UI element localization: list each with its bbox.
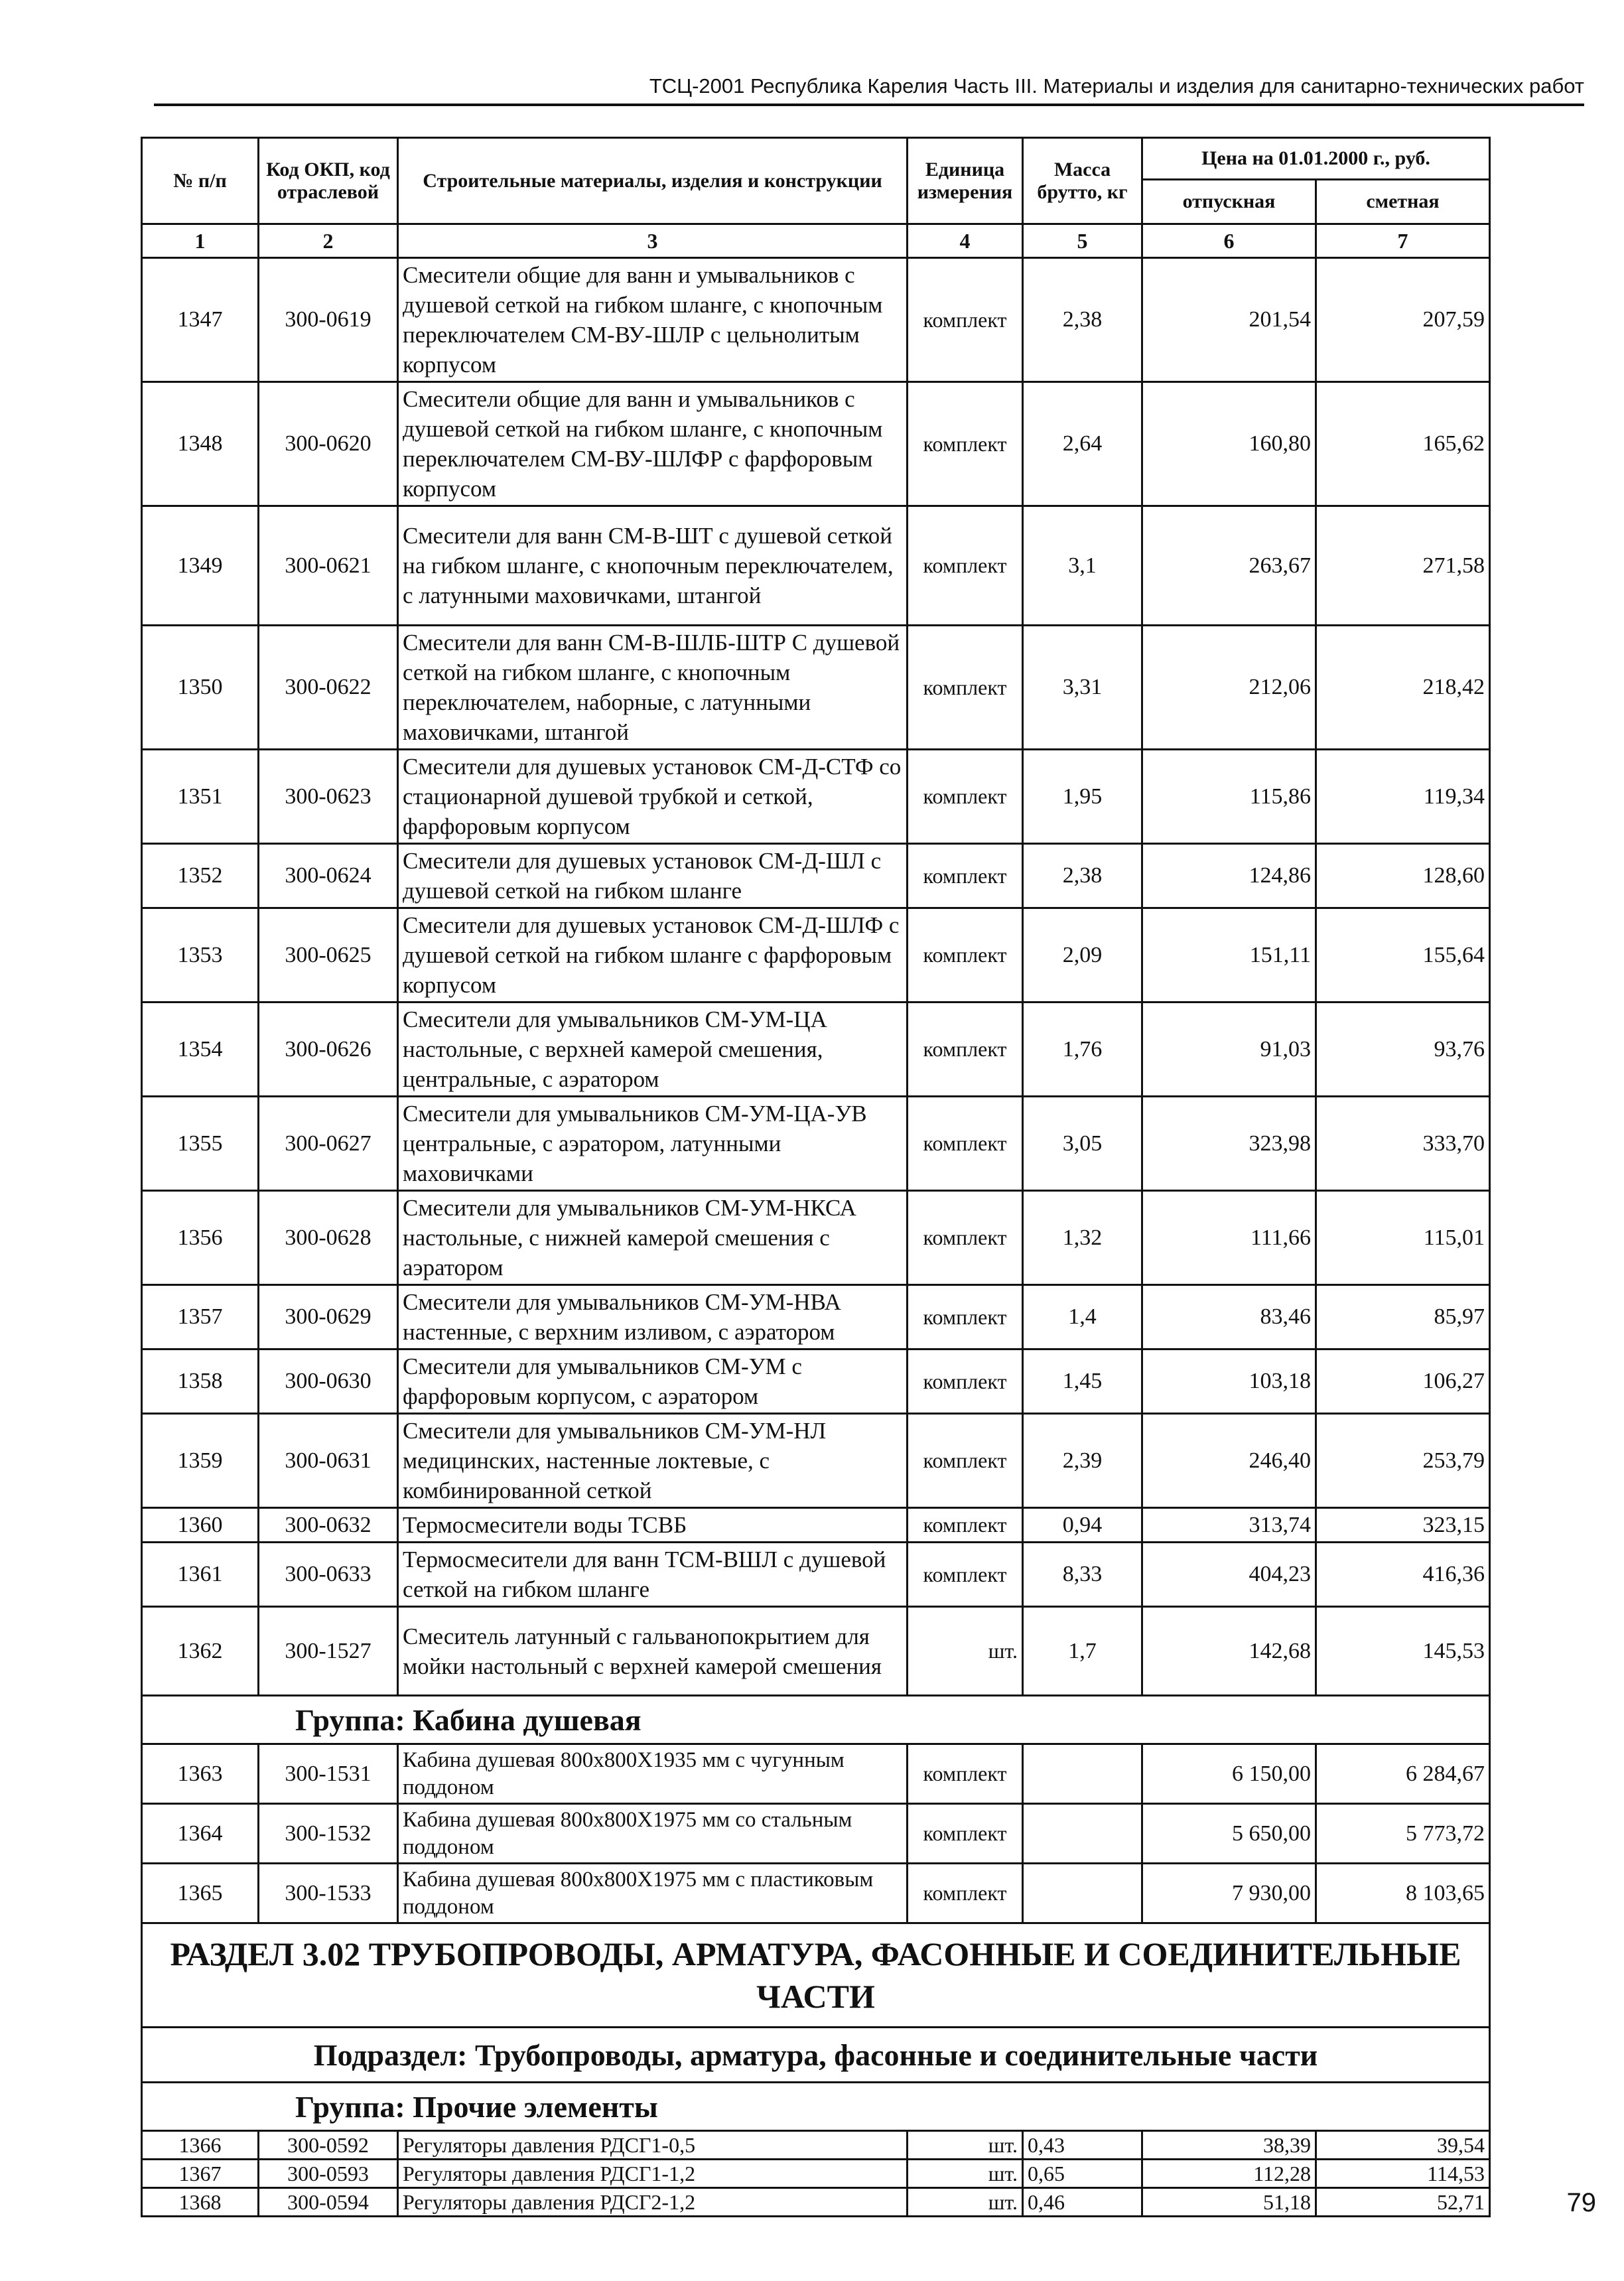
okp-code: 300-0621 <box>259 506 398 626</box>
table-row <box>142 1002 1490 1097</box>
gross-mass: 0,65 <box>1023 2160 1142 2188</box>
row-number: 1348 <box>142 382 259 506</box>
unit-of-measure: комплект <box>908 750 1023 844</box>
gross-mass: 3,1 <box>1023 506 1142 626</box>
estimate-price: 155,64 <box>1316 908 1490 1002</box>
okp-code: 300-0630 <box>259 1349 398 1414</box>
row-number: 1368 <box>142 2188 259 2217</box>
release-price: 111,66 <box>1142 1191 1316 1285</box>
okp-code: 300-0594 <box>259 2188 398 2217</box>
release-price: 38,39 <box>1142 2131 1316 2160</box>
column-number: 2 <box>259 224 398 258</box>
release-price: 103,18 <box>1142 1349 1316 1414</box>
unit-of-measure: комплект <box>908 1864 1023 1923</box>
estimate-price: 39,54 <box>1316 2131 1490 2160</box>
release-price: 7 930,00 <box>1142 1864 1316 1923</box>
section-row <box>142 1923 1490 2028</box>
column-number: 5 <box>1023 224 1142 258</box>
item-name: Смесители для ванн СМ-В-ШТ с душевой сеткой на гибком шланге, с кнопочным переключателем, с латунными маховичками, штангой <box>398 506 908 626</box>
okp-code: 300-0620 <box>259 382 398 506</box>
estimate-price: 106,27 <box>1316 1349 1490 1414</box>
release-price: 91,03 <box>1142 1002 1316 1097</box>
estimate-price: 128,60 <box>1316 844 1490 908</box>
table-row <box>142 382 1490 506</box>
item-name: Термосмесители для ванн ТСМ-ВШЛ с душевой сеткой на гибком шланге <box>398 1543 908 1607</box>
group-row <box>142 1696 1490 1744</box>
item-name: Регуляторы давления РДСГ1-0,5 <box>398 2131 908 2160</box>
estimate-price: 323,15 <box>1316 1508 1490 1543</box>
unit-of-measure: шт. <box>908 1607 1023 1696</box>
gross-mass: 2,64 <box>1023 382 1142 506</box>
row-number: 1359 <box>142 1414 259 1508</box>
header-mass: Масса брутто, кг <box>1023 138 1142 224</box>
unit-of-measure: комплект <box>908 1508 1023 1543</box>
header-name: Строительные материалы, изделия и конструкции <box>398 138 908 224</box>
item-name: Кабина душевая 800x800X1975 мм с пластиковым поддоном <box>398 1864 908 1923</box>
estimate-price: 119,34 <box>1316 750 1490 844</box>
okp-code: 300-0632 <box>259 1508 398 1543</box>
unit-of-measure: комплект <box>908 506 1023 626</box>
header-num: № п/п <box>142 138 259 224</box>
okp-code: 300-0626 <box>259 1002 398 1097</box>
release-price: 313,74 <box>1142 1508 1316 1543</box>
item-name: Смесители для умывальников СМ-УМ с фарфоровым корпусом, с аэратором <box>398 1349 908 1414</box>
gross-mass: 1,32 <box>1023 1191 1142 1285</box>
table-row <box>142 626 1490 750</box>
item-name: Смесители общие для ванн и умывальников с душевой сеткой на гибком шланге, с кнопочным переключателем СМ-ВУ-ШЛФР с фарфоровым корпусом <box>398 382 908 506</box>
table-row <box>142 2160 1490 2188</box>
table-row <box>142 1097 1490 1191</box>
gross-mass: 1,4 <box>1023 1285 1142 1349</box>
item-name: Смесители для душевых установок СМ-Д-ШЛ с душевой сеткой на гибком шланге <box>398 844 908 908</box>
row-number: 1349 <box>142 506 259 626</box>
unit-of-measure: комплект <box>908 1002 1023 1097</box>
table-row <box>142 1804 1490 1864</box>
table-row <box>142 908 1490 1002</box>
gross-mass <box>1023 1744 1142 1804</box>
okp-code: 300-0627 <box>259 1097 398 1191</box>
column-number: 7 <box>1316 224 1490 258</box>
page-number: 79 <box>1566 2188 1596 2217</box>
estimate-price: 93,76 <box>1316 1002 1490 1097</box>
okp-code: 300-0624 <box>259 844 398 908</box>
item-name: Смесители для ванн СМ-В-ШЛБ-ШТР С душевой сеткой на гибком шланге, с кнопочным переключателем, наборные, с латунными маховичками, штангой <box>398 626 908 750</box>
row-number: 1362 <box>142 1607 259 1696</box>
unit-of-measure: комплект <box>908 1414 1023 1508</box>
row-number: 1366 <box>142 2131 259 2160</box>
okp-code: 300-0592 <box>259 2131 398 2160</box>
gross-mass: 1,95 <box>1023 750 1142 844</box>
gross-mass: 3,05 <box>1023 1097 1142 1191</box>
estimate-price: 52,71 <box>1316 2188 1490 2217</box>
row-number: 1356 <box>142 1191 259 1285</box>
header-price-group: Цена на 01.01.2000 г., руб. <box>1142 138 1490 180</box>
item-name: Смесители для душевых установок СМ-Д-ШЛФ с душевой сеткой на гибком шланге с фарфоровым корпусом <box>398 908 908 1002</box>
table-row <box>142 1349 1490 1414</box>
header-okp: Код ОКП, код отраслевой <box>259 138 398 224</box>
estimate-price: 416,36 <box>1316 1543 1490 1607</box>
unit-of-measure: комплект <box>908 382 1023 506</box>
item-name: Кабина душевая 800x800X1935 мм с чугунным поддоном <box>398 1744 908 1804</box>
estimate-price: 207,59 <box>1316 258 1490 382</box>
item-name: Регуляторы давления РДСГ1-1,2 <box>398 2160 908 2188</box>
estimate-price: 253,79 <box>1316 1414 1490 1508</box>
unit-of-measure: шт. <box>908 2188 1023 2217</box>
unit-of-measure: комплект <box>908 908 1023 1002</box>
table-row <box>142 1285 1490 1349</box>
row-number: 1354 <box>142 1002 259 1097</box>
release-price: 51,18 <box>1142 2188 1316 2217</box>
release-price: 5 650,00 <box>1142 1804 1316 1864</box>
release-price: 212,06 <box>1142 626 1316 750</box>
okp-code: 300-0593 <box>259 2160 398 2188</box>
estimate-price: 218,42 <box>1316 626 1490 750</box>
column-number: 1 <box>142 224 259 258</box>
unit-of-measure: комплект <box>908 844 1023 908</box>
row-number: 1361 <box>142 1543 259 1607</box>
gross-mass: 8,33 <box>1023 1543 1142 1607</box>
gross-mass: 0,46 <box>1023 2188 1142 2217</box>
okp-code: 300-1527 <box>259 1607 398 1696</box>
okp-code: 300-0633 <box>259 1543 398 1607</box>
section-title: РАЗДЕЛ 3.02 ТРУБОПРОВОДЫ, АРМАТУРА, ФАСОННЫЕ И СОЕДИНИТЕЛЬНЫЕ ЧАСТИ <box>142 1923 1490 2028</box>
group-row <box>142 2083 1490 2131</box>
release-price: 151,11 <box>1142 908 1316 1002</box>
estimate-price: 145,53 <box>1316 1607 1490 1696</box>
price-table <box>141 137 1491 2217</box>
unit-of-measure: комплект <box>908 258 1023 382</box>
estimate-price: 271,58 <box>1316 506 1490 626</box>
table-row <box>142 1864 1490 1923</box>
unit-of-measure: комплект <box>908 1349 1023 1414</box>
gross-mass: 0,43 <box>1023 2131 1142 2160</box>
gross-mass: 0,94 <box>1023 1508 1142 1543</box>
running-header: ТСЦ-2001 Республика Карелия Часть III. Материалы и изделия для санитарно-технических работ <box>154 74 1584 106</box>
okp-code: 300-0623 <box>259 750 398 844</box>
row-number: 1358 <box>142 1349 259 1414</box>
release-price: 160,80 <box>1142 382 1316 506</box>
okp-code: 300-0622 <box>259 626 398 750</box>
row-number: 1364 <box>142 1804 259 1864</box>
release-price: 246,40 <box>1142 1414 1316 1508</box>
table-row <box>142 844 1490 908</box>
okp-code: 300-0619 <box>259 258 398 382</box>
unit-of-measure: шт. <box>908 2160 1023 2188</box>
estimate-price: 115,01 <box>1316 1191 1490 1285</box>
table-row <box>142 258 1490 382</box>
row-number: 1357 <box>142 1285 259 1349</box>
gross-mass: 1,76 <box>1023 1002 1142 1097</box>
subsection-row <box>142 2028 1490 2083</box>
column-number: 3 <box>398 224 908 258</box>
okp-code: 300-1531 <box>259 1744 398 1804</box>
release-price: 263,67 <box>1142 506 1316 626</box>
estimate-price: 114,53 <box>1316 2160 1490 2188</box>
item-name: Смесители для душевых установок СМ-Д-СТФ со стационарной душевой трубкой и сеткой, фарфоровым корпусом <box>398 750 908 844</box>
release-price: 124,86 <box>1142 844 1316 908</box>
group-cabin-title: Группа: Кабина душевая <box>142 1696 1490 1744</box>
table-row <box>142 2131 1490 2160</box>
rows-faucets <box>142 258 1490 1696</box>
unit-of-measure: комплект <box>908 626 1023 750</box>
item-name: Смеситель латунный с гальванопокрытием для мойки настольный с верхней камерой смешения <box>398 1607 908 1696</box>
estimate-price: 6 284,67 <box>1316 1744 1490 1804</box>
rows-regulators <box>142 2131 1490 2217</box>
item-name: Смесители для умывальников СМ-УМ-НЛ медицинских, настенные локтевые, с комбинированной сеткой <box>398 1414 908 1508</box>
gross-mass <box>1023 1804 1142 1864</box>
item-name: Регуляторы давления РДСГ2-1,2 <box>398 2188 908 2217</box>
group-cabin-body <box>142 1696 1490 1744</box>
table-row <box>142 1607 1490 1696</box>
gross-mass <box>1023 1864 1142 1923</box>
gross-mass: 2,38 <box>1023 258 1142 382</box>
item-name: Смесители для умывальников СМ-УМ-НВА настенные, с верхним изливом, с аэратором <box>398 1285 908 1349</box>
table-row <box>142 750 1490 844</box>
gross-mass: 1,45 <box>1023 1349 1142 1414</box>
table-row <box>142 1543 1490 1607</box>
release-price: 142,68 <box>1142 1607 1316 1696</box>
column-numbers-row <box>142 224 1490 258</box>
item-name: Смесители для умывальников СМ-УМ-ЦА настольные, с верхней камерой смешения, центральные, с аэратором <box>398 1002 908 1097</box>
okp-code: 300-1533 <box>259 1864 398 1923</box>
estimate-price: 8 103,65 <box>1316 1864 1490 1923</box>
unit-of-measure: комплект <box>908 1744 1023 1804</box>
column-number: 6 <box>1142 224 1316 258</box>
row-number: 1365 <box>142 1864 259 1923</box>
gross-mass: 1,7 <box>1023 1607 1142 1696</box>
estimate-price: 333,70 <box>1316 1097 1490 1191</box>
okp-code: 300-1532 <box>259 1804 398 1864</box>
estimate-price: 165,62 <box>1316 382 1490 506</box>
row-number: 1353 <box>142 908 259 1002</box>
release-price: 115,86 <box>1142 750 1316 844</box>
item-name: Смесители для умывальников СМ-УМ-НКСА настольные, с нижней камерой смешения с аэратором <box>398 1191 908 1285</box>
gross-mass: 2,38 <box>1023 844 1142 908</box>
rows-cabins <box>142 1744 1490 1923</box>
unit-of-measure: комплект <box>908 1097 1023 1191</box>
row-number: 1367 <box>142 2160 259 2188</box>
unit-of-measure: шт. <box>908 2131 1023 2160</box>
estimate-price: 85,97 <box>1316 1285 1490 1349</box>
row-number: 1352 <box>142 844 259 908</box>
item-name: Кабина душевая 800x800X1975 мм со стальным поддоном <box>398 1804 908 1864</box>
gross-mass: 2,39 <box>1023 1414 1142 1508</box>
okp-code: 300-0631 <box>259 1414 398 1508</box>
subsection-title: Подраздел: Трубопроводы, арматура, фасонные и соединительные части <box>142 2028 1490 2083</box>
unit-of-measure: комплект <box>908 1191 1023 1285</box>
release-price: 404,23 <box>1142 1543 1316 1607</box>
row-number: 1347 <box>142 258 259 382</box>
item-name: Смесители для умывальников СМ-УМ-ЦА-УВ центральные, с аэратором, латунными маховичками <box>398 1097 908 1191</box>
release-price: 112,28 <box>1142 2160 1316 2188</box>
group-other-title: Группа: Прочие элементы <box>142 2083 1490 2131</box>
gross-mass: 3,31 <box>1023 626 1142 750</box>
table-row <box>142 1191 1490 1285</box>
table-row <box>142 1414 1490 1508</box>
unit-of-measure: комплект <box>908 1285 1023 1349</box>
release-price: 323,98 <box>1142 1097 1316 1191</box>
header-unit: Единица измерения <box>908 138 1023 224</box>
okp-code: 300-0628 <box>259 1191 398 1285</box>
item-name: Смесители общие для ванн и умывальников с душевой сеткой на гибком шланге, с кнопочным переключателем СМ-ВУ-ШЛР с цельнолитым корпусом <box>398 258 908 382</box>
release-price: 201,54 <box>1142 258 1316 382</box>
release-price: 83,46 <box>1142 1285 1316 1349</box>
gross-mass: 2,09 <box>1023 908 1142 1002</box>
header-price-release: отпускная <box>1142 180 1316 224</box>
row-number: 1350 <box>142 626 259 750</box>
okp-code: 300-0625 <box>259 908 398 1002</box>
row-number: 1355 <box>142 1097 259 1191</box>
unit-of-measure: комплект <box>908 1804 1023 1864</box>
table-row <box>142 1744 1490 1804</box>
table-row <box>142 2188 1490 2217</box>
table-row <box>142 506 1490 626</box>
unit-of-measure: комплект <box>908 1543 1023 1607</box>
column-number: 4 <box>908 224 1023 258</box>
row-number: 1360 <box>142 1508 259 1543</box>
release-price: 6 150,00 <box>1142 1744 1316 1804</box>
header-price-estimate: сметная <box>1316 180 1490 224</box>
okp-code: 300-0629 <box>259 1285 398 1349</box>
row-number: 1363 <box>142 1744 259 1804</box>
table-row <box>142 1508 1490 1543</box>
item-name: Термосмесители воды ТСВБ <box>398 1508 908 1543</box>
row-number: 1351 <box>142 750 259 844</box>
section-body <box>142 1923 1490 2131</box>
estimate-price: 5 773,72 <box>1316 1804 1490 1864</box>
